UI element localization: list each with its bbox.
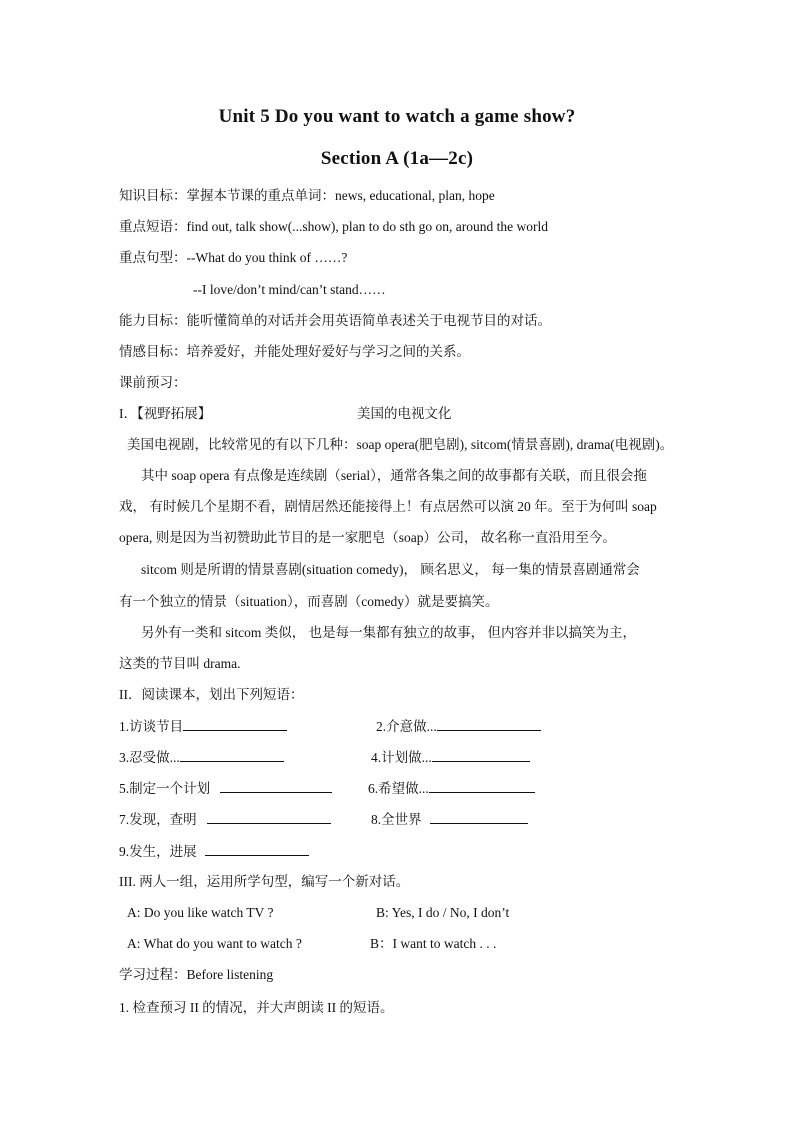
part1-heading-left: I．【视野拓展】	[119, 406, 212, 421]
dialog-b1: B: Yes, I do / No, I don’t	[376, 905, 510, 920]
answer-blank[interactable]	[207, 810, 331, 824]
phrase-item: 5.制定一个计划	[119, 779, 332, 798]
answer-blank[interactable]	[183, 717, 287, 731]
step-1: 1. 检查预习 II 的情况，并大声朗读 II 的短语。	[119, 1000, 394, 1015]
phrase-item: 1.访谈节目	[119, 717, 287, 736]
paragraph-3-line-2: 有一个独立的情景（situation），而喜剧（comedy）就是要搞笑。	[119, 594, 499, 609]
key-phrases: 重点短语：find out, talk show(...show), plan to do sth go on, around the world	[119, 219, 548, 234]
dialog-a1: A: Do you like watch TV ?	[127, 905, 274, 920]
dialog-b2: B：I want to watch . . .	[370, 936, 497, 951]
answer-blank[interactable]	[220, 779, 332, 793]
process-heading: 学习过程：Before listening	[119, 967, 274, 982]
part1-heading-right: 美国的电视文化	[357, 406, 452, 421]
section-title: Section A (1a—2c)	[320, 148, 474, 169]
part1-heading	[119, 405, 211, 423]
part3-heading: III. 两人一组，运用所学句型，编写一个新对话。	[119, 874, 410, 889]
phrase-item: 8.全世界	[371, 810, 528, 829]
phrase-item: 3.忍受做...	[119, 748, 284, 767]
paragraph-1: 美国电视剧，比较常见的有以下几种：soap opera(肥皂剧), sitcom(情景喜剧), drama(电视剧)。	[127, 437, 674, 452]
phrase-item: 4.计划做...	[371, 748, 530, 767]
key-sentences-line-1: 重点句型：--What do you think of ……?	[119, 250, 348, 265]
answer-blank[interactable]	[205, 842, 309, 856]
unit-title: Unit 5 Do you want to watch a game show?	[218, 106, 576, 127]
paragraph-4-line-1: 另外有一类和 sitcom 类似， 也是每一集都有独立的故事， 但内容并非以搞笑为主，	[141, 625, 636, 640]
phrase-item: 6.希望做...	[368, 779, 535, 798]
paragraph-4-line-2: 这类的节目叫 drama.	[119, 656, 241, 671]
paragraph-2-line-1: 其中 soap opera 有点像是连续剧（serial），通常各集之间的故事都有关联，而且很会拖	[141, 468, 647, 483]
phrase-item: 2.介意做...	[376, 717, 541, 736]
answer-blank[interactable]	[430, 810, 528, 824]
answer-blank[interactable]	[437, 717, 541, 731]
preview-label: 课前预习：	[119, 375, 187, 390]
knowledge-goal: 知识目标：掌握本节课的重点单词：news, educational, plan, hope	[119, 188, 495, 203]
dialog-a2: A: What do you want to watch ?	[127, 936, 302, 951]
emotion-goal: 情感目标：培养爱好，并能处理好爱好与学习之间的关系。	[119, 344, 470, 359]
key-sentences-line-2: --I love/don’t mind/can’t stand……	[193, 282, 386, 297]
answer-blank[interactable]	[180, 748, 284, 762]
paragraph-2-line-3: opera, 则是因为当初赞助此节目的是一家肥皂（soap）公司， 故名称一直沿用至今。	[119, 530, 616, 545]
ability-goal: 能力目标：能听懂简单的对话并会用英语简单表述关于电视节目的对话。	[119, 313, 551, 328]
phrase-item: 7.发现，查明	[119, 810, 331, 829]
phrase-item: 9.发生，进展	[119, 842, 309, 861]
part2-heading: II．阅读课本，划出下列短语：	[119, 687, 304, 702]
answer-blank[interactable]	[429, 779, 535, 793]
paragraph-3-line-1: sitcom 则是所谓的情景喜剧(situation comedy)， 顾名思义， 每一集的情景喜剧通常会	[141, 562, 640, 577]
answer-blank[interactable]	[432, 748, 530, 762]
paragraph-2-line-2: 戏， 有时候几个星期不看，剧情居然还能接得上！有点居然可以演 20 年。至于为何叫 soap	[119, 499, 657, 514]
